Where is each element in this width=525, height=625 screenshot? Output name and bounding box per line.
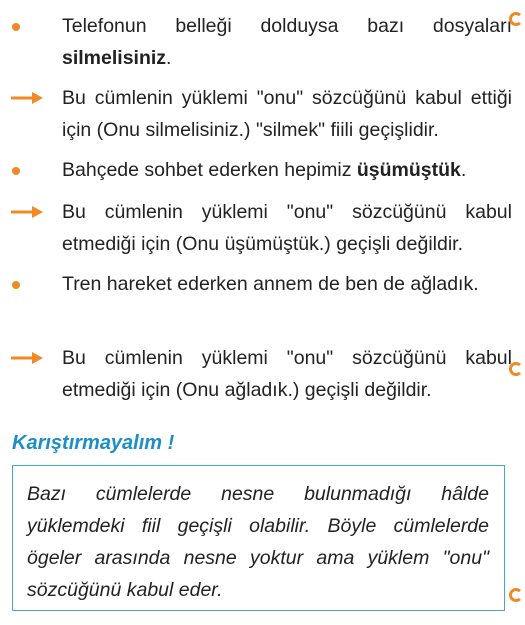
- warning-note-text: Bazı cümlelerde nesne bulunmadığı hâlde yüklemdeki fiil geçişli olabilir. Böyle cümlelerde ögeler arasında nesne yoktur ama yüklem "onu" sözcüğünü kabul eder.: [27, 483, 489, 601]
- explanation-text: Bu cümlenin yüklemi "onu" sözcüğünü kabul etmediği için (Onu ağladık.) geçişli değildir.: [62, 347, 512, 401]
- page-edge-mark-icon: [509, 588, 523, 602]
- arrow-right-icon: [10, 351, 44, 365]
- explanation-text: Bu cümlenin yüklemi "onu" sözcüğünü kabul etmediği için (Onu üşümüştük.) geçişli değildir.: [62, 201, 512, 255]
- arrow-right-icon: [10, 91, 44, 105]
- bullet-text: Bahçede sohbet ederken hepimiz üşümüştük.: [62, 159, 467, 181]
- warning-note-box: [12, 465, 505, 611]
- bullet-dot-icon: [12, 281, 20, 289]
- bullet-text: Telefonun belleği dolduysa bazı dosyaları silmelisiniz.: [62, 15, 512, 69]
- page-edge-mark-icon: [509, 362, 523, 376]
- bullet-dot-icon: [12, 167, 20, 175]
- page-edge-mark-icon: [509, 12, 523, 26]
- arrow-right-icon: [10, 205, 44, 219]
- bullet-text: Tren hareket ederken annem de ben de ağladık.: [62, 273, 479, 295]
- warning-heading: Karıştırmayalım !: [12, 432, 175, 454]
- bullet-dot-icon: [12, 23, 20, 31]
- explanation-text: Bu cümlenin yüklemi "onu" sözcüğünü kabul ettiği için (Onu silmelisiniz.) "silmek" fiili geçişlidir.: [62, 87, 512, 141]
